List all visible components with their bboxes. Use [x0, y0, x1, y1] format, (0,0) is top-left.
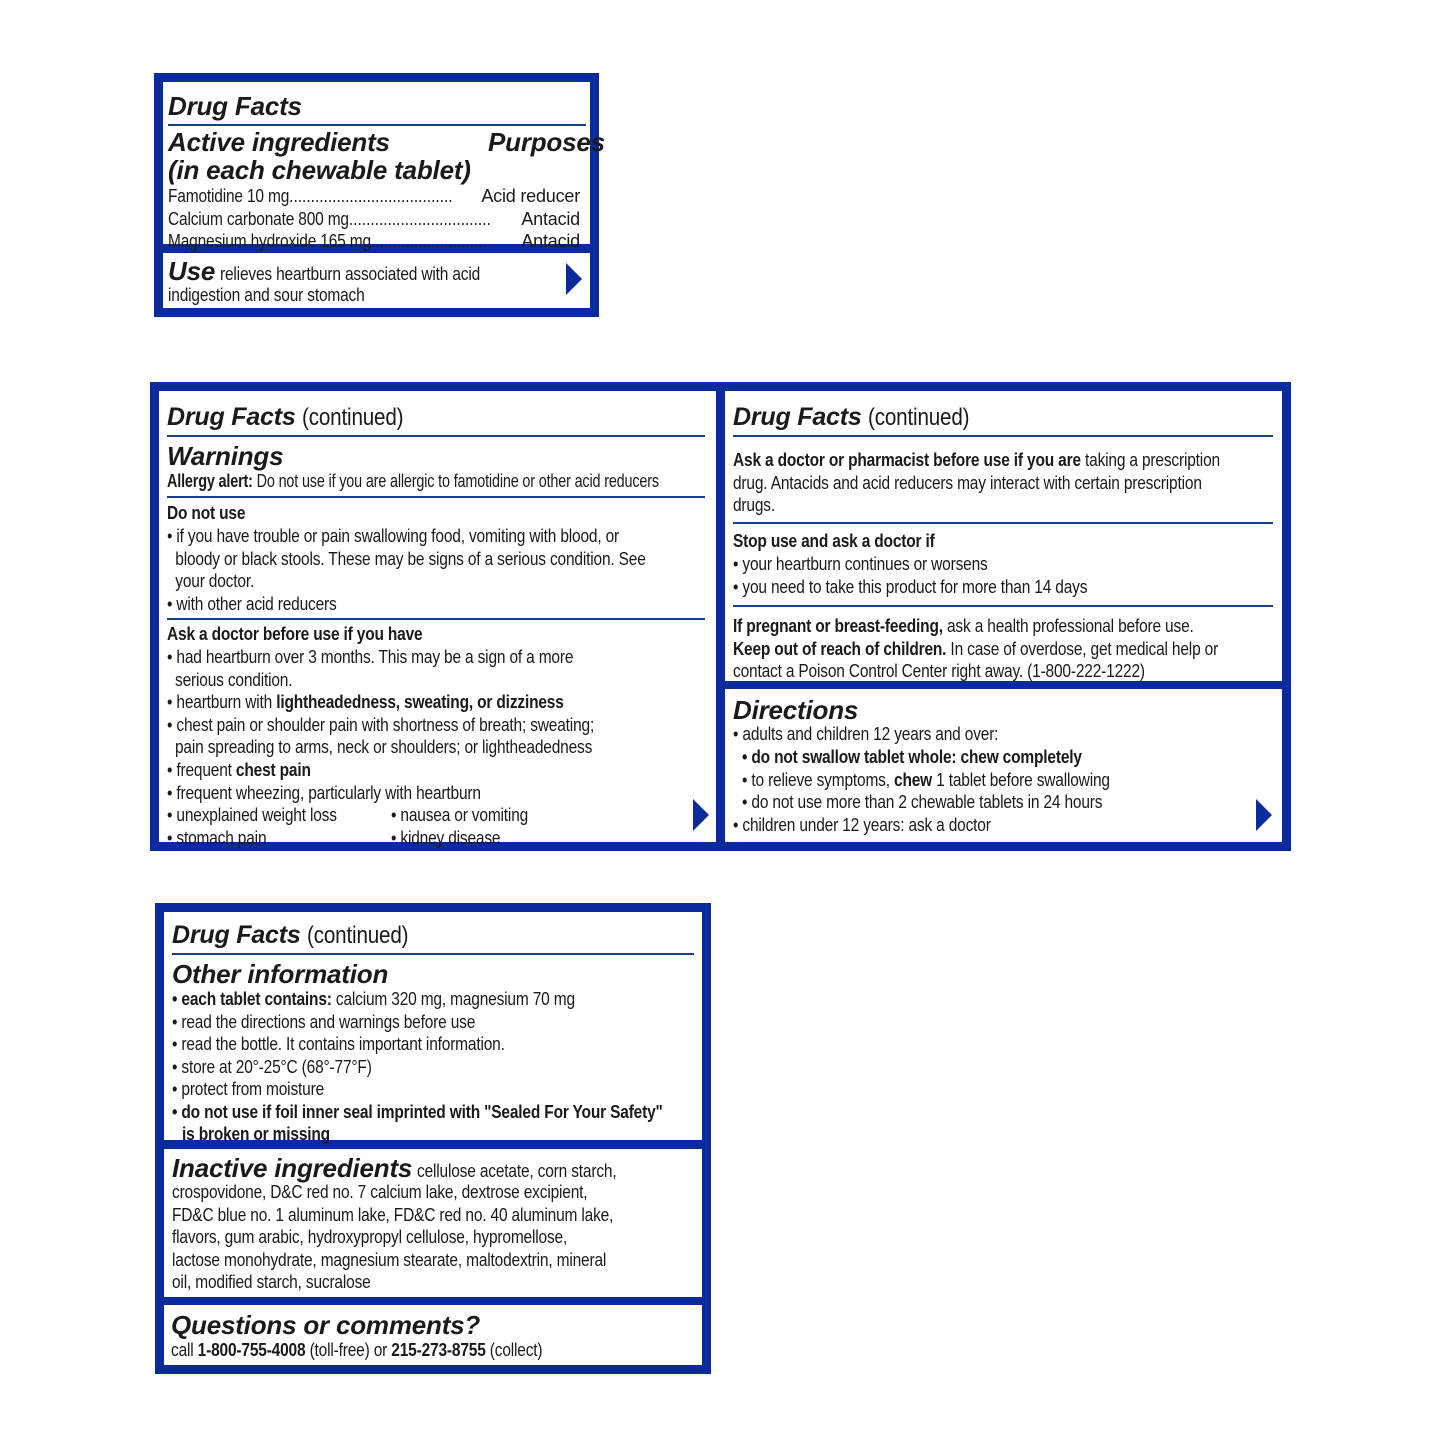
drug-facts-panel-2	[150, 382, 1291, 851]
use-box	[163, 253, 590, 308]
ingredient-row: Calcium carbonate 800 mg.................................	[168, 209, 491, 229]
allergy-alert: Allergy alert: Do not use if you are allergic to famotidine or other acid reducers	[167, 471, 659, 491]
list-item: • children under 12 years: ask a doctor	[733, 815, 991, 835]
panel-title: Drug Facts (continued)	[172, 921, 409, 949]
list-item: • you need to take this product for more than 14 days	[733, 577, 1088, 597]
directions-box	[725, 689, 1282, 842]
do-not-use-heading: Do not use	[167, 503, 246, 523]
list-item: • protect from moisture	[172, 1079, 325, 1099]
warnings-heading: Warnings	[167, 441, 284, 471]
list-item: bloody or black stools. These may be signs of a serious condition. See	[167, 549, 646, 569]
list-item: • your heartburn continues or worsens	[733, 554, 988, 574]
keep-out-warning-line-2: contact a Poison Control Center right away. (1-800-222-1222)	[733, 661, 1145, 681]
list-item: • do not use if foil inner seal imprinted with "Sealed For Your Safety"	[172, 1102, 663, 1122]
list-item: • unexplained weight loss	[167, 805, 337, 825]
list-item: • to relieve symptoms, chew 1 tablet before swallowing	[742, 770, 1110, 790]
divider	[733, 605, 1273, 607]
list-item: serious condition.	[175, 670, 293, 690]
ask-pharmacist-line-2: drug. Antacids and acid reducers may interact with certain prescription	[733, 473, 1202, 493]
active-ingredients-subheading: (in each chewable tablet)	[168, 155, 471, 185]
panel-title: Drug Facts	[168, 91, 302, 121]
other-information-heading: Other information	[172, 959, 389, 989]
drug-facts-panel-1	[154, 73, 605, 317]
drug-facts-panel-3	[155, 903, 711, 1374]
ask-pharmacist-line-1: Ask a doctor or pharmacist before use if you are taking a prescription	[733, 450, 1220, 470]
list-item: • frequent chest pain	[167, 760, 311, 780]
warnings-box	[159, 391, 716, 848]
pregnant-warning: If pregnant or breast-feeding, ask a health professional before use.	[733, 616, 1194, 636]
inactive-line-1: Inactive ingredients cellulose acetate, corn starch,	[172, 1153, 617, 1183]
active-ingredients-box	[163, 82, 605, 251]
divider	[167, 618, 705, 620]
other-information-box	[164, 912, 702, 1144]
list-item: • nausea or vomiting	[391, 805, 529, 825]
divider	[167, 496, 705, 498]
continue-arrow-icon	[693, 799, 709, 831]
list-item: • do not use more than 2 chewable tablets in 24 hours	[742, 792, 1103, 812]
use-heading: Use	[168, 256, 216, 286]
active-ingredients-heading: Active ingredients	[168, 127, 390, 157]
panel-title: Drug Facts (continued)	[167, 403, 404, 431]
purposes-heading: Purposes	[488, 127, 605, 157]
keep-out-warning: Keep out of reach of children. In case of overdose, get medical help or	[733, 639, 1219, 659]
list-item: pain spreading to arms, neck or shoulders; or lightheadedness	[175, 737, 593, 757]
list-item: • read the bottle. It contains important information.	[172, 1034, 505, 1054]
list-item: • frequent wheezing, particularly with heartburn	[167, 783, 481, 803]
inactive-line: FD&C blue no. 1 aluminum lake, FD&C red no. 40 aluminum lake,	[172, 1205, 614, 1225]
inactive-line: flavors, gum arabic, hydroxypropyl cellulose, hypromellose,	[172, 1227, 568, 1247]
ask-pharmacist-line-3: drugs.	[733, 495, 775, 515]
ingredient-purpose: Antacid	[521, 231, 580, 251]
divider	[167, 435, 705, 437]
questions-box	[164, 1305, 702, 1365]
directions-heading: Directions	[733, 695, 859, 725]
inactive-ingredients-heading: Inactive ingredients	[172, 1153, 413, 1183]
inactive-line: oil, modified starch, sucralose	[172, 1272, 371, 1292]
list-item: • stomach pain	[167, 828, 267, 848]
collect-phone: 215-273-8755	[391, 1340, 486, 1360]
list-item: • do not swallow tablet whole: chew completely	[742, 747, 1082, 767]
list-item: • each tablet contains: calcium 320 mg, magnesium 70 mg	[172, 989, 575, 1009]
list-item: • read the directions and warnings before use	[172, 1012, 476, 1032]
list-item: • heartburn with lightheadedness, sweating, or dizziness	[167, 692, 564, 712]
list-item: • if you have trouble or pain swallowing food, vomiting with blood, or	[167, 526, 620, 546]
use-line-1: Use relieves heartburn associated with acid	[168, 256, 480, 286]
list-item: • store at 20°-25°C (68°-77°F)	[172, 1057, 372, 1077]
continue-arrow-icon	[1256, 799, 1272, 831]
continue-arrow-icon	[566, 263, 582, 295]
use-line-2: indigestion and sour stomach	[168, 285, 365, 305]
ingredient-row: Magnesium hydroxide 165 mg...........................	[168, 231, 488, 251]
divider	[733, 435, 1273, 437]
inactive-ingredients-box	[164, 1149, 702, 1297]
list-item: • had heartburn over 3 months. This may be a sign of a more	[167, 647, 574, 667]
toll-free-phone: 1-800-755-4008	[197, 1340, 306, 1360]
divider	[168, 124, 586, 126]
stop-use-heading: Stop use and ask a doctor if	[733, 531, 935, 551]
list-item: • chest pain or shoulder pain with shortness of breath; sweating;	[167, 715, 595, 735]
divider	[172, 953, 694, 955]
inactive-line: crospovidone, D&C red no. 7 calcium lake, dextrose excipient,	[172, 1182, 588, 1202]
inactive-line: lactose monohydrate, magnesium stearate, maltodextrin, mineral	[172, 1250, 607, 1270]
ask-doctor-heading: Ask a doctor before use if you have	[167, 624, 423, 644]
list-item: • adults and children 12 years and over:	[733, 724, 999, 744]
ingredient-purpose: Acid reducer	[481, 186, 580, 206]
list-item: • kidney disease	[391, 828, 501, 848]
ingredient-row: Famotidine 10 mg......................................	[168, 186, 453, 206]
questions-heading: Questions or comments?	[171, 1310, 481, 1340]
list-item: • with other acid reducers	[167, 594, 337, 614]
questions-phone-line: call 1-800-755-4008 (toll-free) or 215-273-8755 (collect)	[171, 1340, 543, 1360]
list-item: is broken or missing	[182, 1124, 330, 1144]
ask-doctor-pharmacist-box	[725, 391, 1282, 681]
panel-title: Drug Facts (continued)	[733, 403, 970, 431]
divider	[733, 522, 1273, 524]
ingredient-purpose: Antacid	[521, 209, 580, 229]
list-item: your doctor.	[167, 571, 255, 591]
